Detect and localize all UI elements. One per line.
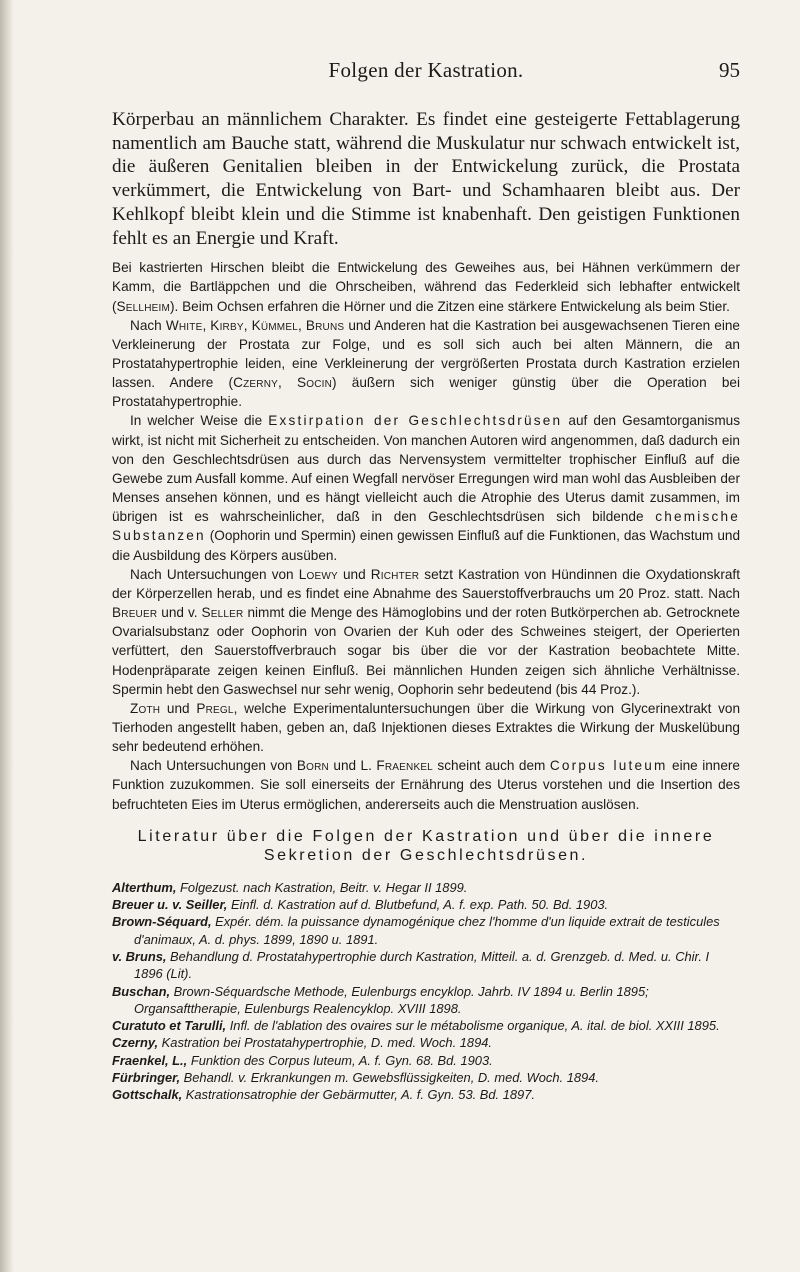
paragraph-prostata: Nach White, Kirby, Kümmel, Bruns und Anderen hat die Kastration bei ausgewachsenen Tieren eine Verkleinerung der Prostata zur Folge, und es soll sich auch bei alten Männern, die an Prostatahypertrophie leiden, eine Verkleinerung der vergrößerten Prostata durch Kastration erzielen lassen. Andere (Czerny, Socin) äußern sich weniger günstig über die Operation bei Prostatahypertrophie. (112, 317, 740, 410)
reference-citation: Folgezust. nach Kastration, Beitr. v. Hegar II 1899. (176, 879, 468, 895)
reference-citation: Expér. dém. la puissance dynamogénique chez l'homme d'un liquide extrait de testicules d'animaux, A. d. phys. 1899, 1890 u. 1891. (134, 914, 720, 947)
small-print-section (112, 258, 740, 814)
p3-text-a: In welcher Weise die (130, 413, 263, 429)
reference-item (112, 948, 740, 983)
reference-item (112, 1086, 740, 1103)
paragraph-corpus-luteum: Nach Untersuchungen von Born und L. Fraenkel scheint auch dem Corpus luteum eine innere Funktion zuzukommen. Sie soll einerseits der Ernährung des Uterus vorstehen und die Insertion des befruchteten Eies im Uterus ermöglichen, andererseits auch die Menstruation auslösen. (112, 758, 740, 812)
reference-author: Brown-Séquard, (112, 914, 212, 930)
p4-author-2: Breuer (112, 605, 158, 621)
reference-author: Buschan, (112, 983, 171, 999)
reference-item (112, 896, 740, 913)
p3-emph-substanzen: chemische Substanzen (112, 509, 740, 544)
book-spine-edge (0, 0, 14, 1272)
literature-heading: Literatur über die Folgen der Kastration und über die innere Sekretion der Geschlechtsdrüsen. (137, 827, 715, 864)
p2-author-2: Kümmel (251, 317, 298, 333)
p4-author-3: Seller (201, 605, 244, 621)
reference-author: Curatuto et Tarulli, (112, 1018, 227, 1034)
reference-citation: Einfl. d. Kastration auf d. Blutbefund, A. f. exp. Path. 50. Bd. 1903. (227, 897, 609, 913)
p3-emph-exstirpation: Exstirpation der Geschlechtsdrüsen (268, 413, 563, 429)
reference-item (112, 879, 740, 896)
p6-emph-corpus-luteum: Corpus luteum (549, 758, 668, 774)
running-header (112, 58, 740, 88)
paragraph-exstirpation (112, 411, 740, 564)
reference-author: Alterthum, (112, 879, 177, 895)
running-title: Folgen der Kastration. (328, 58, 524, 82)
p1-author-0: Sellheim (116, 298, 170, 314)
p5-author-1: Pregl (196, 700, 234, 716)
reference-author: Breuer u. v. Seiller, (112, 897, 228, 913)
reference-author: Czerny, (112, 1035, 159, 1051)
reference-author: Fürbringer, (112, 1070, 181, 1086)
reference-item (112, 1017, 740, 1034)
reference-citation: Kastrationsatrophie der Gebärmutter, A. f. Gyn. 53. Bd. 1897. (182, 1087, 535, 1103)
reference-author: Gottschalk, (112, 1087, 183, 1103)
reference-author: Fraenkel, L., (112, 1052, 188, 1068)
reference-citation: Behandlung d. Prostatahypertrophie durch Kastration, Mitteil. a. d. Grenzgeb. d. Med. u. Chir. I 1896 (Lit). (134, 948, 710, 982)
p2-author-0: White (165, 317, 203, 333)
p6-author-0: Born (296, 758, 329, 774)
p2-author-1: Kirby (210, 317, 244, 333)
reference-item (112, 1069, 740, 1086)
paragraph-untersuchungen: Nach Untersuchungen von Loewy und Richter setzt Kastration von Hündinnen die Oxydationskraft der Körperzellen herab, und es findet eine Abnahme des Sauerstoffverbrauchs um 20 Proz. statt. Nach Breuer und v. Seller nimmt die Menge des Hämoglobins und der roten Butkörperchen ab. Getrocknete Ovarialsubstanz oder Oophorin von Ovarien der Kuh oder des Schweines steigert, der Operierten verfüttert, den Sauerstoffverbrauch sogar bis über die vor der Kastration beobachtete Mitte. Hodenpräparate zeigen keinen Einfluß. Bei männlichen Hunden zeigen sich ähnliche Verhältnisse. Spermin hebt den Gaswechsel nur sehr wenig, Oophorin sehr bedeutend (bis 44 Proz.). (112, 566, 740, 697)
reference-citation: Kastration bei Prostatahypertrophie, D. med. Woch. 1894. (158, 1035, 492, 1051)
reference-citation: Brown-Séquardsche Methode, Eulenburgs encyklop. Jahrb. IV 1894 u. Berlin 1895; Organsafttherapie, Eulenburgs Realencyklop. XVIII 1898. (134, 983, 649, 1016)
p2-author-5: Socin (296, 375, 333, 391)
reference-item (112, 1052, 740, 1069)
reference-citation: Funktion des Corpus luteum, A. f. Gyn. 68. Bd. 1903. (187, 1052, 493, 1068)
lead-paragraph: Körperbau an männlichem Charakter. Es findet eine gesteigerte Fettablagerung namentlich am Bauche statt, während die Muskulatur nur schwach entwickelt ist, die äußeren Genitalien bleiben in der Entwickelung zurück, die Prostata verkümmert, die Entwickelung von Bart- und Schamhaaren bleibt aus. Der Kehlkopf bleibt klein und die Stimme ist knabenhaft. Den geistigen Funktionen fehlt es an Energie und Kraft. (112, 109, 740, 249)
p2-author-4: Czerny (233, 375, 278, 391)
reference-item (112, 1034, 740, 1051)
paragraph-zoth-pregl: Zoth und Pregl, welche Experimentaluntersuchungen über die Wirkung von Glycerinextrakt von Tierhoden angestellt haben, geben an, daß Injektionen dieses Extraktes die Wirkung der Muskelübung sehr bedeutend erhöhen. (112, 700, 741, 755)
p3-text-e: (Oophorin und Spermin) einen gewissen Einfluß auf die Funktionen, das Wachstum und die Ausbildung des Körpers ausüben. (112, 528, 741, 563)
p5-author-0: Zoth (130, 700, 161, 716)
p2-author-3: Bruns (305, 317, 345, 333)
reference-item (112, 913, 740, 948)
book-page (112, 58, 740, 1104)
page-number: 95 (719, 58, 740, 82)
reference-author: v. Bruns, (112, 948, 167, 964)
reference-citation: Behandl. v. Erkrankungen m. Gewebsflüssigkeiten, D. med. Woch. 1894. (180, 1070, 599, 1086)
paragraph-deer-cattle: Bei kastrierten Hirschen bleibt die Entwickelung des Geweihes aus, bei Hähnen verkümmern der Kamm, die Bartläppchen und die Ohrscheiben, während das Federkleid sich lebhafter entwickelt (Sellheim). Beim Ochsen erfahren die Hörner und die Zitzen eine stärkere Entwickelung als beim Stier. (112, 260, 740, 314)
p3-text-c: auf den Gesamtorganismus wirkt, ist nicht mit Sicherheit zu entscheiden. Von manchen Autoren wird angenommen, daß dadurch ein von den Geschlechtsdrüsen aus durch das Nervensystem vermittelter trophischer Einfluß auf die Gewebe zum Ausfall komme. Auf einen Wegfall nervöser Erregungen wird man wohl das Ausbleiben der Menses ansehen können, und es hängt vielleicht auch die Atrophie des Uterus damit zusammen, im übrigen ist es wahrscheinlicher, daß in den Geschlechtsdrüsen sich bildende (112, 413, 741, 525)
p4-author-0: Loewy (298, 566, 338, 582)
reference-citation: Infl. de l'ablation des ovaires sur le métabolisme organique, A. ital. de biol. XXIII 1895. (226, 1018, 720, 1034)
p4-author-1: Richter (370, 566, 420, 582)
p6-author-1: Fraenkel (376, 758, 433, 774)
reference-item (112, 983, 740, 1018)
reference-list (112, 879, 740, 1104)
